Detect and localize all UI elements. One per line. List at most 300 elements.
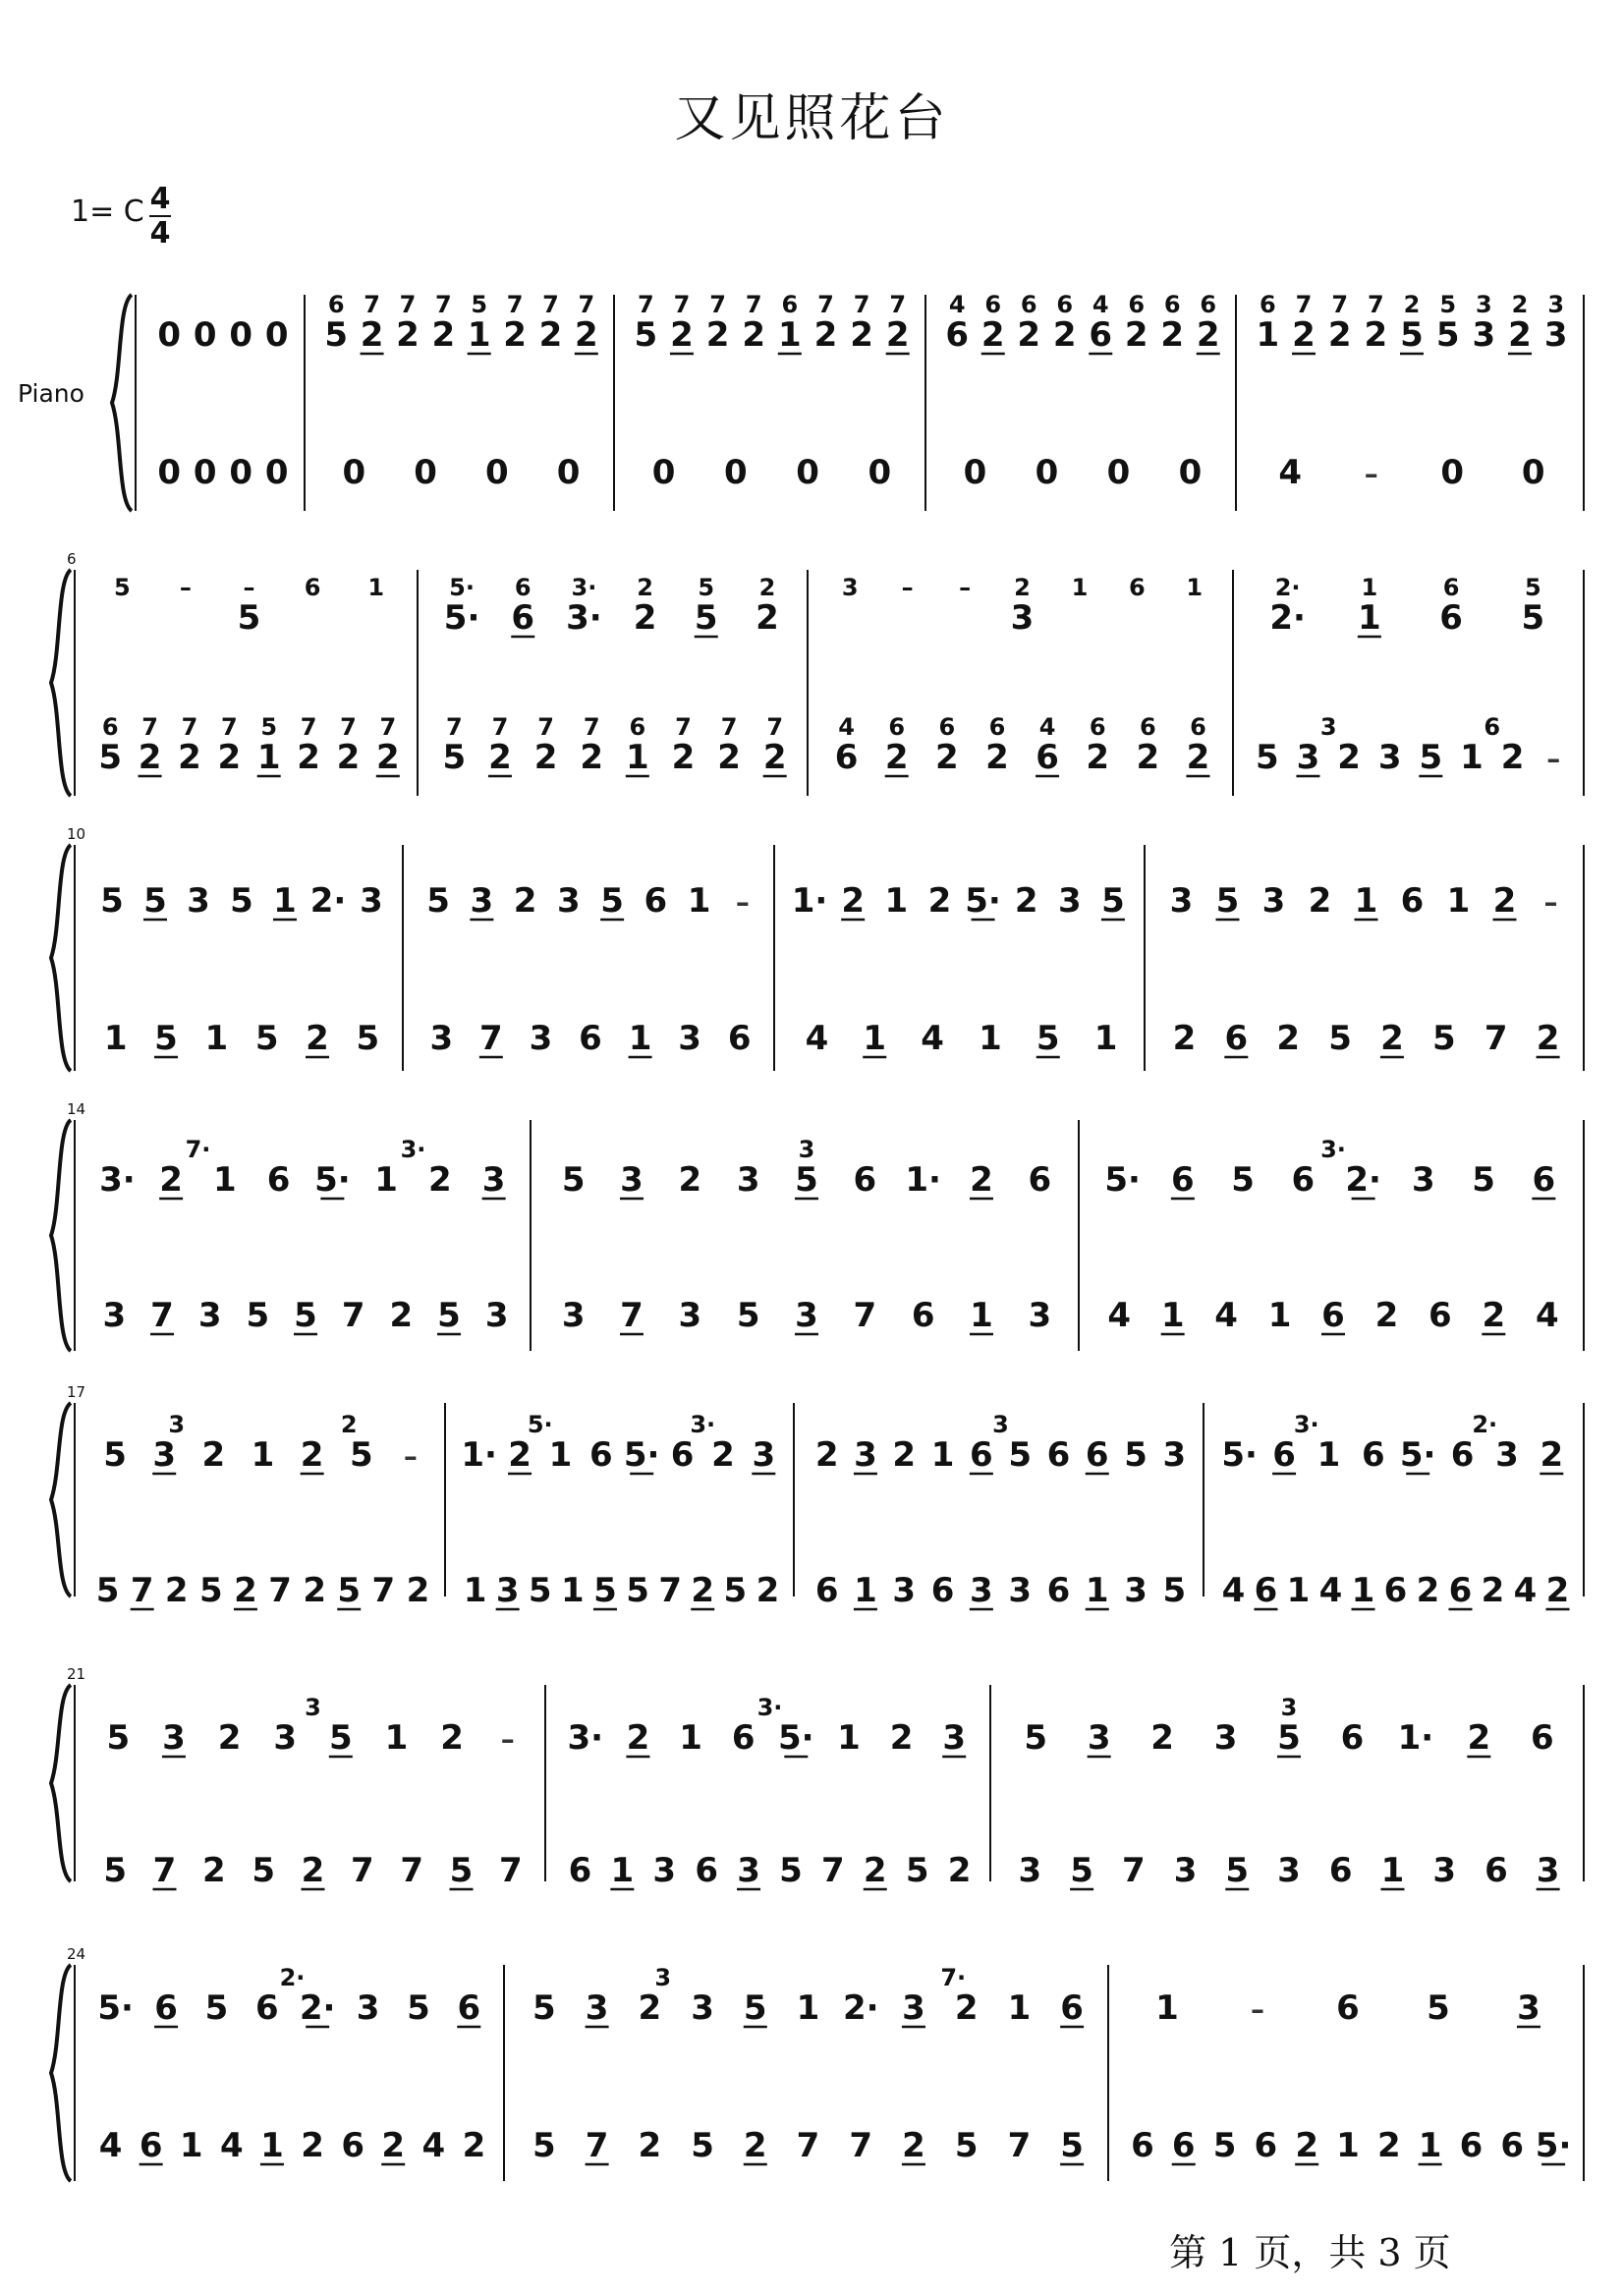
- note-lower: 0: [1178, 453, 1203, 492]
- chord-note-lower: 7: [181, 713, 198, 741]
- chord-note-upper: 6: [304, 574, 321, 601]
- note-upper: 2: [1308, 881, 1332, 921]
- note-upper: 2: [1508, 315, 1532, 355]
- note-lower: 2: [303, 1571, 326, 1610]
- note-lower: 6: [1046, 1571, 1071, 1610]
- note-lower: 4: [805, 1019, 829, 1058]
- note-upper: 6: [1439, 598, 1463, 638]
- note-upper: 6: [1340, 1718, 1365, 1758]
- page-number: 第 1 页，共 3 页: [1169, 2231, 1451, 2274]
- note-upper: 1: [1256, 315, 1280, 355]
- note-lower: 1: [1418, 2126, 1442, 2165]
- note-upper: 5: [328, 1718, 353, 1758]
- chord-note-upper: 2: [1511, 291, 1529, 318]
- note-lower: 1: [1093, 1019, 1118, 1058]
- note-upper: 1: [467, 315, 491, 355]
- note-lower: 0: [264, 453, 289, 492]
- chord-note-lower: 7: [300, 713, 317, 741]
- note-upper: 1: [777, 315, 802, 355]
- note-lower: 6: [1500, 2126, 1525, 2165]
- note-upper: 1: [1155, 1988, 1179, 2028]
- note-lower: 2: [488, 738, 512, 777]
- note-lower: 6: [1428, 1296, 1452, 1335]
- note-upper: 5: [237, 598, 261, 638]
- time-signature-top: 4: [149, 182, 171, 216]
- note-upper: 2·: [1345, 1160, 1381, 1200]
- note-lower: 3: [678, 1296, 702, 1335]
- note-upper: 6: [1400, 881, 1425, 921]
- note-lower: 3: [1377, 738, 1402, 777]
- chord-note-upper: 6: [1129, 574, 1146, 601]
- note-upper: 2: [1292, 315, 1316, 355]
- note-lower: 6: [1459, 2126, 1484, 2165]
- note-upper: 2: [1160, 315, 1185, 355]
- measure-number: 24: [67, 1945, 86, 1963]
- note-lower: 7: [268, 1571, 292, 1610]
- note-upper: 2: [1492, 881, 1517, 921]
- chord-note-upper: 2·: [1472, 1411, 1498, 1438]
- note-upper: 5: [324, 315, 349, 355]
- note-lower: 7: [849, 2126, 873, 2165]
- score-system: [51, 1383, 1584, 1610]
- note-upper: 6: [670, 1435, 695, 1475]
- note-upper: 3: [187, 881, 210, 921]
- note-lower: 2: [217, 738, 242, 777]
- chord-note-upper: 5: [698, 574, 715, 601]
- system-brace: [51, 1685, 71, 1881]
- note-lower: 5: [532, 2126, 556, 2165]
- note-lower: 2: [1337, 738, 1361, 777]
- note-lower: 2: [138, 738, 162, 777]
- chord-note-upper: 1: [367, 574, 385, 601]
- note-lower: 0: [1035, 453, 1059, 492]
- note-upper: 5: [106, 1718, 131, 1758]
- chord-note-lower: 7: [220, 713, 238, 741]
- note-lower: 5: [905, 1851, 929, 1890]
- note-lower: 6: [341, 2126, 364, 2165]
- note-upper: 5: [1124, 1435, 1148, 1475]
- note-upper: 5: [600, 881, 624, 921]
- note-lower: 2: [301, 1851, 325, 1890]
- note-lower: 6: [1171, 2126, 1196, 2165]
- chord-note-upper: 6: [1020, 291, 1037, 318]
- note-upper: 5: [349, 1435, 373, 1475]
- note-upper: 1: [548, 1435, 573, 1475]
- note-upper: 6: [644, 881, 668, 921]
- note-lower: 2: [1481, 1571, 1505, 1610]
- note-lower: 6: [930, 1571, 955, 1610]
- score-system: [51, 550, 1584, 796]
- note-lower: 1: [628, 1019, 652, 1058]
- chord-note-upper: 3: [992, 1411, 1009, 1438]
- note-lower: 1: [863, 1019, 887, 1058]
- note-lower: 0: [1106, 453, 1131, 492]
- note-upper: 5·: [97, 1988, 134, 2028]
- extension-dash: –: [735, 886, 750, 919]
- note-upper: 6: [266, 1160, 291, 1200]
- note-upper: 2: [503, 315, 527, 355]
- note-upper: 1·: [1397, 1718, 1434, 1758]
- note-lower: 7: [620, 1296, 644, 1335]
- note-upper: 1: [213, 1160, 237, 1200]
- note-lower: 7: [1007, 2126, 1032, 2165]
- note-lower: 2: [762, 738, 787, 777]
- note-lower: 3: [1008, 1571, 1032, 1610]
- note-upper: 2: [756, 598, 779, 638]
- note-upper: 5·: [1104, 1160, 1141, 1200]
- note-upper: 3: [752, 1435, 776, 1475]
- note-upper: 2: [742, 315, 766, 355]
- note-lower: 5: [1060, 2126, 1084, 2165]
- note-upper: 2·: [1269, 598, 1306, 638]
- note-lower: 3: [102, 1296, 127, 1335]
- note-lower: 7: [371, 1571, 396, 1610]
- note-lower: 3: [737, 1851, 760, 1890]
- note-lower: 5: [442, 738, 467, 777]
- chord-note-upper: 2: [1403, 291, 1421, 318]
- score-system: [51, 1945, 1584, 2181]
- note-lower: 4: [421, 2126, 446, 2165]
- chord-note-upper: 3: [1547, 291, 1565, 318]
- note-lower: 3: [1296, 738, 1320, 777]
- chord-note-lower: 6: [1484, 713, 1501, 741]
- chord-note-upper: 6: [1200, 291, 1217, 318]
- note-upper: 5: [204, 1988, 229, 2028]
- note-lower: 2: [756, 1571, 780, 1610]
- note-lower: 4: [1535, 1296, 1559, 1335]
- note-lower: 5: [593, 1571, 617, 1610]
- chord-note-upper: 7: [745, 291, 762, 318]
- note-lower: 3: [495, 1571, 520, 1610]
- note-upper: 3: [620, 1160, 644, 1200]
- note-lower: 2: [201, 1851, 226, 1890]
- note-upper: 3: [1010, 598, 1035, 638]
- note-lower: 2: [638, 2126, 662, 2165]
- chord-note-upper: 3: [654, 1964, 672, 1991]
- note-lower: 2: [1172, 1019, 1197, 1058]
- note-lower: 5: [356, 1019, 380, 1058]
- note-lower: 0: [556, 453, 581, 492]
- note-upper: 2: [1540, 1435, 1564, 1475]
- note-lower: 6: [1036, 738, 1059, 777]
- note-upper: 2: [513, 881, 537, 921]
- chord-note-upper: 7: [578, 291, 595, 318]
- note-upper: 6: [1530, 1718, 1554, 1758]
- note-upper: 6: [1028, 1160, 1052, 1200]
- note-lower: 2: [717, 738, 741, 777]
- note-upper: 5: [230, 881, 253, 921]
- chord-note-upper: 3: [305, 1694, 321, 1721]
- note-lower: 1: [854, 1571, 877, 1610]
- chord-note-upper: 3·: [571, 574, 597, 601]
- note-lower: 5: [691, 2126, 714, 2165]
- chord-note-upper: 7: [1367, 291, 1384, 318]
- key-signature: 1= C: [71, 195, 144, 229]
- chord-note-upper: 3·: [1320, 1136, 1346, 1163]
- note-upper: 2: [1150, 1718, 1174, 1758]
- note-lower: 2: [462, 2126, 486, 2165]
- note-lower: 5: [723, 1571, 748, 1610]
- note-upper: 2: [1364, 315, 1388, 355]
- note-lower: 2: [1380, 1019, 1404, 1058]
- note-lower: 6: [695, 1851, 718, 1890]
- note-lower: 2: [1482, 1296, 1506, 1335]
- note-upper: 6: [154, 1988, 178, 2028]
- note-lower: 0: [1521, 453, 1545, 492]
- chord-note-upper: 4: [1092, 291, 1109, 318]
- chord-note-lower: 6: [1139, 713, 1156, 741]
- note-upper: 5: [143, 881, 167, 921]
- note-upper: 6: [1046, 1435, 1071, 1475]
- chord-note-upper: 6: [327, 291, 345, 318]
- chord-note-upper: 7: [542, 291, 559, 318]
- chord-note-upper: 5: [471, 291, 488, 318]
- note-lower: 2: [743, 2126, 767, 2165]
- note-lower: 3: [484, 1296, 509, 1335]
- note-lower: 7: [152, 1851, 177, 1890]
- note-lower: 2: [934, 738, 959, 777]
- note-upper: 2: [431, 315, 456, 355]
- note-lower: 0: [229, 453, 253, 492]
- system-brace: [51, 1965, 71, 2181]
- note-lower: 4: [98, 2126, 123, 2165]
- note-upper: 3: [360, 881, 383, 921]
- note-lower: 5: [954, 2126, 979, 2165]
- note-lower: 5: [1036, 1019, 1060, 1058]
- note-lower: 0: [342, 453, 366, 492]
- note-lower: 6: [1224, 1019, 1249, 1058]
- note-upper: 2: [1327, 315, 1352, 355]
- note-upper: 2: [678, 1160, 702, 1200]
- note-lower: 5: [779, 1851, 803, 1890]
- note-lower: 3: [1018, 1851, 1042, 1890]
- note-lower: 3: [1173, 1851, 1198, 1890]
- chord-note-upper: 7: [1295, 291, 1313, 318]
- note-lower: 2: [1500, 738, 1525, 777]
- note-upper: 2: [927, 881, 952, 921]
- chord-note-upper: 7·: [940, 1964, 967, 1991]
- note-upper: 6: [254, 1988, 279, 2028]
- note-lower: 4: [1221, 1571, 1246, 1610]
- note-lower: 5: [736, 1296, 760, 1335]
- chord-note-upper: 3·: [400, 1136, 426, 1163]
- note-upper: 6: [1361, 1435, 1385, 1475]
- note-lower: 5·: [1535, 2126, 1572, 2165]
- chord-note-lower: 3: [1319, 713, 1337, 741]
- note-upper: 3·: [99, 1160, 136, 1200]
- chord-note-upper: 7: [673, 291, 691, 318]
- note-upper: 6: [970, 1435, 993, 1475]
- note-upper: 3: [1412, 1160, 1435, 1200]
- chord-note-upper: 3: [1280, 1694, 1298, 1721]
- chord-note-upper: 7: [709, 291, 726, 318]
- note-lower: 2: [1545, 1571, 1570, 1610]
- note-upper: 2: [396, 315, 420, 355]
- system-brace: [51, 570, 71, 796]
- note-lower: 7: [658, 1571, 682, 1610]
- note-upper: 5·: [443, 598, 480, 638]
- note-upper: 3: [1495, 1435, 1519, 1475]
- note-lower: 0: [414, 453, 437, 492]
- note-lower: 6: [1321, 1296, 1345, 1335]
- note-lower: 7: [1484, 1019, 1508, 1058]
- note-lower: 3: [678, 1019, 701, 1058]
- chord-note-lower: 6: [1089, 713, 1106, 741]
- note-upper: 3: [1543, 315, 1568, 355]
- measure-number: 21: [67, 1665, 86, 1683]
- note-upper: 2: [626, 1718, 650, 1758]
- chord-note-lower: 7: [141, 713, 158, 741]
- note-upper: 2·: [309, 881, 347, 921]
- note-upper: 5: [1400, 315, 1424, 355]
- note-lower: 6: [814, 1571, 839, 1610]
- note-lower: 7: [1121, 1851, 1146, 1890]
- note-upper: 1: [837, 1718, 861, 1758]
- chord-note-upper: 6: [1163, 291, 1181, 318]
- note-lower: 6: [139, 2126, 163, 2165]
- note-lower: 2: [375, 738, 400, 777]
- note-lower: 5: [528, 1571, 552, 1610]
- note-upper: 6: [945, 315, 970, 355]
- note-upper: 3: [481, 1160, 506, 1200]
- chord-note-lower: 7: [491, 713, 509, 741]
- note-upper: 2: [814, 1435, 839, 1475]
- note-upper: 0: [229, 315, 253, 355]
- note-lower: 5: [437, 1296, 461, 1335]
- note-lower: 3: [429, 1019, 454, 1058]
- note-upper: 3: [1169, 881, 1194, 921]
- note-upper: 5: [1215, 881, 1240, 921]
- chord-note-upper: 5: [1525, 574, 1541, 601]
- note-upper: 5: [103, 1435, 127, 1475]
- chord-note-upper: 7: [889, 291, 907, 318]
- note-lower: 3: [1124, 1571, 1148, 1610]
- note-upper: 2: [300, 1435, 324, 1475]
- chord-note-upper: 7: [853, 291, 870, 318]
- note-upper: 6: [1450, 1435, 1475, 1475]
- chord-note-lower: 5: [260, 713, 278, 741]
- chord-note-lower: 6: [1190, 713, 1206, 741]
- note-upper: 1: [687, 881, 711, 921]
- note-lower: 2: [336, 738, 361, 777]
- note-lower: 6: [579, 1019, 602, 1058]
- measure-number: 6: [67, 550, 77, 568]
- note-upper: 5: [1024, 1718, 1048, 1758]
- note-lower: 3: [892, 1571, 917, 1610]
- note-upper: 5: [426, 881, 450, 921]
- chord-note-lower: 6: [629, 713, 646, 741]
- note-lower: 7: [350, 1851, 374, 1890]
- extension-dash: –: [403, 1440, 418, 1473]
- note-lower: 6: [1328, 1851, 1353, 1890]
- chord-note-upper: 1: [1186, 574, 1204, 601]
- note-lower: 1: [463, 1571, 487, 1610]
- note-upper: 2: [1014, 881, 1038, 921]
- note-lower: 2: [1276, 1019, 1301, 1058]
- note-upper: 2: [813, 315, 838, 355]
- note-lower: 2: [297, 738, 320, 777]
- note-lower: 6: [727, 1019, 752, 1058]
- note-upper: 2·: [299, 1988, 336, 2028]
- note-upper: 6: [457, 1988, 481, 2028]
- note-lower: 3: [561, 1296, 586, 1335]
- note-lower: 7: [479, 1019, 503, 1058]
- note-upper: 5: [1521, 598, 1545, 638]
- chord-note-lower: 7: [766, 713, 784, 741]
- note-upper: 3: [557, 881, 581, 921]
- note-upper: 2: [428, 1160, 452, 1200]
- note-lower: 1: [610, 1851, 635, 1890]
- note-lower: 2: [178, 738, 201, 777]
- note-upper: 1: [251, 1435, 275, 1475]
- note-upper: 2: [638, 1988, 662, 2028]
- chord-note-upper: 1: [1361, 574, 1378, 601]
- note-upper: 2·: [842, 1988, 879, 2028]
- note-lower: 2: [1536, 1019, 1560, 1058]
- note-lower: 6: [568, 1851, 592, 1890]
- note-lower: 4: [1107, 1296, 1132, 1335]
- note-lower: 1: [1460, 738, 1484, 777]
- note-lower: 1: [1267, 1296, 1292, 1335]
- chord-note-lower: 6: [988, 713, 1006, 741]
- note-lower: 3: [970, 1571, 993, 1610]
- note-lower: 5: [1162, 1571, 1187, 1610]
- note-upper: 5·: [1399, 1435, 1436, 1475]
- note-lower: 5: [449, 1851, 474, 1890]
- note-upper: 3: [273, 1718, 298, 1758]
- note-lower: 4: [1318, 1571, 1343, 1610]
- note-upper: 3: [470, 881, 494, 921]
- chord-note-upper: 3: [798, 1136, 815, 1163]
- chord-note-upper: 2: [1014, 574, 1031, 601]
- note-lower: 5: [626, 1571, 649, 1610]
- note-upper: 3·: [567, 1718, 604, 1758]
- note-lower: 0: [651, 453, 676, 492]
- chord-note-upper: 4: [948, 291, 966, 318]
- note-upper: 1: [273, 881, 297, 921]
- chord-note-upper: –: [243, 574, 255, 601]
- chord-note-upper: 2: [340, 1411, 358, 1438]
- chord-note-lower: 7: [445, 713, 463, 741]
- note-lower: 7: [796, 2126, 820, 2165]
- note-lower: 5: [337, 1571, 362, 1610]
- note-lower: 2: [389, 1296, 414, 1335]
- note-lower: 2: [1374, 1296, 1399, 1335]
- chord-note-upper: 7·: [185, 1136, 211, 1163]
- note-upper: 5: [694, 598, 718, 638]
- note-lower: 5: [98, 738, 123, 777]
- chord-note-upper: 7: [399, 291, 417, 318]
- note-lower: 1: [1286, 1571, 1311, 1610]
- note-lower: 2: [306, 1019, 329, 1058]
- note-lower: 2: [947, 1851, 972, 1890]
- note-upper: 2: [1124, 315, 1148, 355]
- note-lower: 1: [1160, 1296, 1185, 1335]
- note-lower: 3: [529, 1019, 553, 1058]
- chord-note-lower: 4: [838, 713, 855, 741]
- note-upper: 2: [159, 1160, 183, 1200]
- note-lower: 5: [1419, 738, 1443, 777]
- note-upper: 1: [1358, 598, 1381, 638]
- note-upper: 0: [193, 315, 217, 355]
- chord-note-lower: 4: [1038, 713, 1056, 741]
- note-lower: 2: [406, 1571, 430, 1610]
- chord-note-upper: 5·: [449, 574, 475, 601]
- note-lower: 4: [1278, 453, 1303, 492]
- note-lower: 0: [193, 453, 217, 492]
- note-upper: 3: [854, 1435, 877, 1475]
- note-upper: 3: [691, 1988, 714, 2028]
